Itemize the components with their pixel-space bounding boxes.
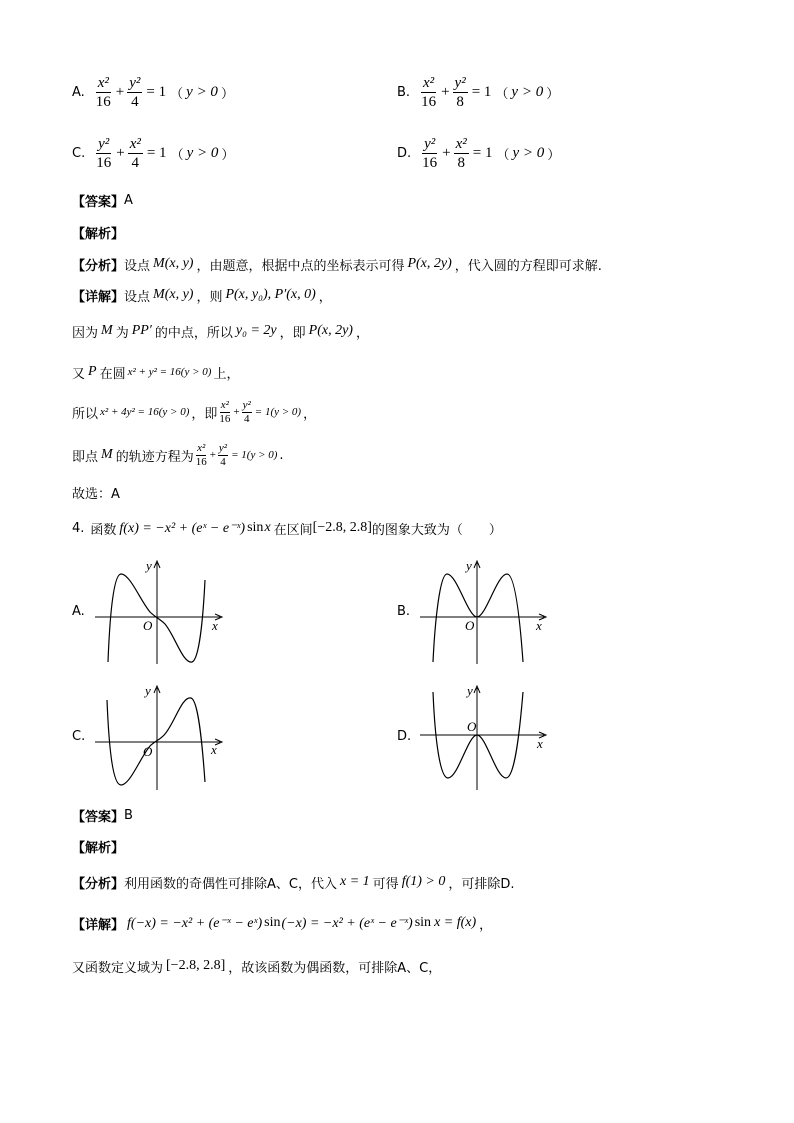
graph-a xyxy=(90,552,226,668)
math: f(−x) = −x² + (e⁻ˣ − eˣ) xyxy=(127,915,263,931)
denominator: 8 xyxy=(457,154,465,171)
graph-b xyxy=(415,552,551,668)
numerator: y² xyxy=(242,398,251,411)
denominator: 16 xyxy=(422,154,438,171)
condition: y > 0 xyxy=(186,144,219,161)
text: 在圆 xyxy=(99,366,126,382)
text: 所以 xyxy=(72,406,99,422)
graph-a-origin-label: O xyxy=(143,618,153,633)
numerator: x² xyxy=(422,74,435,91)
graph-label-b: B. xyxy=(397,604,411,619)
analysis-tag: 【解析】 xyxy=(72,226,125,242)
math-function: sin xyxy=(414,915,432,930)
fraction xyxy=(195,442,208,469)
q3-option-c xyxy=(72,133,234,173)
text: ，代入圆的方程即可求解. xyxy=(454,258,602,274)
graph-c-x-label: x xyxy=(211,742,217,757)
text: ， xyxy=(479,917,493,933)
denominator: 16 xyxy=(96,154,112,171)
text: 上， xyxy=(213,366,240,382)
answer-tag: 【答案】 xyxy=(72,194,125,210)
math: [−2.8, 2.8] xyxy=(312,520,372,535)
numerator: x² xyxy=(455,135,467,152)
numerator: y² xyxy=(218,441,228,454)
fraction xyxy=(420,135,439,172)
fraction xyxy=(218,399,231,426)
math: f(1) > 0 xyxy=(401,874,446,889)
condition: y > 0 xyxy=(511,83,544,100)
text: 在区间 xyxy=(273,522,313,538)
fraction xyxy=(454,135,469,172)
q3-analysis-heading xyxy=(72,222,124,242)
denominator: 4 xyxy=(243,412,250,425)
denominator: 16 xyxy=(219,412,231,425)
equals-one: = 1 xyxy=(471,83,492,100)
q4-analysis-heading xyxy=(72,836,124,856)
option-label: B. xyxy=(397,84,411,100)
math: x xyxy=(264,520,271,535)
xiangjie-tag: 【详解】 xyxy=(72,917,125,933)
q3-detail-line-2 xyxy=(72,321,369,341)
math: = 1(y > 0) xyxy=(254,406,302,418)
text: 即点 xyxy=(72,449,99,465)
answer-value: A xyxy=(124,192,133,208)
answer-value: B xyxy=(124,807,133,823)
math: P(x, y₀), P′(x, 0) xyxy=(225,287,316,302)
math-function: sin xyxy=(264,915,281,930)
text: ，可排除D. xyxy=(448,876,515,892)
text: 故选：A xyxy=(72,486,120,502)
graph-label-c: C. xyxy=(72,729,86,744)
equals-one: = 1 xyxy=(146,144,167,161)
text: 利用函数的奇偶性可排除A、C，代入 xyxy=(124,876,337,892)
fraction xyxy=(419,74,438,111)
numerator: x² xyxy=(97,74,109,91)
q3-detail-line-3 xyxy=(72,362,239,382)
q3-conclusion xyxy=(72,482,120,502)
math: x² + y² = 16(y > 0) xyxy=(127,366,212,378)
operator: + xyxy=(209,449,216,461)
paren-close: ） xyxy=(220,86,234,102)
math: x = f(x) xyxy=(434,915,477,930)
q4-answer-line xyxy=(72,805,133,825)
graph-b-x-label: x xyxy=(536,618,542,633)
q4-stem xyxy=(72,518,502,538)
math: y₀ = 2y xyxy=(235,323,277,338)
paren-open: （ xyxy=(170,147,184,163)
q3-detail-line-5 xyxy=(72,438,284,472)
fenxi-tag: 【分析】 xyxy=(72,876,125,892)
graph-c xyxy=(90,678,226,794)
graph-d xyxy=(415,678,551,794)
math-function: sin xyxy=(247,520,264,535)
fenxi-tag: 【分析】 xyxy=(72,258,125,274)
graph-c-curve xyxy=(107,698,205,785)
operator: + xyxy=(441,83,450,100)
q4-analysis-line xyxy=(72,872,515,892)
graph-d-origin-label: O xyxy=(467,719,477,734)
fraction xyxy=(94,135,113,172)
denominator: 4 xyxy=(220,455,226,468)
paren-open: （ xyxy=(170,86,184,102)
graph-label-a: A. xyxy=(72,604,85,619)
fraction xyxy=(218,442,228,469)
option-label: C. xyxy=(72,145,86,161)
q3-analysis-line xyxy=(72,254,602,274)
fraction xyxy=(242,399,252,426)
math: x² + 4y² = 16(y > 0) xyxy=(100,406,190,418)
fraction xyxy=(94,74,113,111)
option-label: D. xyxy=(397,145,412,161)
math: M xyxy=(101,323,113,338)
analysis-tag: 【解析】 xyxy=(72,840,125,856)
math: PP′ xyxy=(131,323,152,338)
text: 的图象大致为（ ） xyxy=(371,522,502,538)
paren-open: （ xyxy=(496,147,510,163)
denominator: 4 xyxy=(131,93,139,110)
paren-open: （ xyxy=(495,86,509,102)
text: . xyxy=(279,447,284,463)
fraction xyxy=(453,74,468,111)
numerator: x² xyxy=(129,135,141,152)
graph-c-y-label: y xyxy=(145,683,151,698)
equals-one: = 1 xyxy=(146,83,167,100)
text: ，故该函数为偶函数，可排除A、C， xyxy=(228,960,442,976)
denominator: 8 xyxy=(456,93,464,110)
q3-detail-line-4 xyxy=(72,395,316,429)
graph-d-y-label: y xyxy=(467,683,473,698)
paren-close: ） xyxy=(221,147,235,163)
graph-b-y-label: y xyxy=(466,558,472,573)
text: ， xyxy=(303,406,317,422)
text: 设点 xyxy=(124,258,151,274)
q4-detail-line-2 xyxy=(72,956,441,976)
text: 的中点，所以 xyxy=(154,325,233,341)
condition: y > 0 xyxy=(186,83,218,100)
graph-label-d: D. xyxy=(397,729,412,744)
q3-detail-line-1 xyxy=(72,285,332,305)
numerator: x² xyxy=(220,398,229,411)
operator: + xyxy=(116,144,125,161)
paren-close: ） xyxy=(546,86,560,102)
operator: + xyxy=(233,406,240,418)
operator: + xyxy=(442,144,451,161)
graph-c-origin-label: O xyxy=(143,744,153,759)
math: = 1(y > 0) xyxy=(231,449,278,461)
denominator: 16 xyxy=(421,93,437,110)
text: 可得 xyxy=(372,876,399,892)
math: M xyxy=(101,447,113,462)
q3-option-b xyxy=(397,72,559,112)
math: (−x) = −x² + (eˣ − e⁻ˣ) xyxy=(281,915,413,931)
numerator: y² xyxy=(129,74,141,91)
text: ， xyxy=(318,289,332,305)
math: P xyxy=(88,364,97,379)
q3-answer-line xyxy=(72,190,133,210)
numerator: x² xyxy=(197,441,206,454)
math: M(x, y) xyxy=(153,256,194,271)
text: 因为 xyxy=(72,325,99,341)
numerator: y² xyxy=(454,74,466,91)
question-number: 4. xyxy=(72,520,85,536)
text: 设点 xyxy=(124,289,151,305)
math: M(x, y) xyxy=(153,287,194,302)
equals-one: = 1 xyxy=(472,144,493,161)
paren-close: ） xyxy=(547,147,561,163)
math: [−2.8, 2.8] xyxy=(166,958,226,973)
math: P(x, 2y) xyxy=(308,323,353,338)
text: ， xyxy=(355,325,369,341)
condition: y > 0 xyxy=(512,144,545,161)
text: 为 xyxy=(115,325,129,341)
option-label: A. xyxy=(72,84,85,100)
graph-a-x-label: x xyxy=(212,618,218,633)
graph-b-curve xyxy=(433,574,523,662)
xiangjie-tag: 【详解】 xyxy=(72,289,125,305)
numerator: y² xyxy=(424,135,436,152)
numerator: y² xyxy=(98,135,110,152)
graph-b-origin-label: O xyxy=(465,618,475,633)
text: 函数 xyxy=(90,522,117,538)
answer-tag: 【答案】 xyxy=(72,809,125,825)
text: 又 xyxy=(72,366,86,382)
q3-option-a xyxy=(72,72,234,112)
fraction xyxy=(127,74,142,111)
text: ，由题意，根据中点的坐标表示可得 xyxy=(196,258,405,274)
text: ，即 xyxy=(191,406,218,422)
q4-detail-line-1 xyxy=(72,913,492,933)
denominator: 16 xyxy=(195,455,207,468)
graph-a-y-label: y xyxy=(146,558,152,573)
math: x = 1 xyxy=(340,874,370,889)
text: 又函数定义域为 xyxy=(72,960,164,976)
graph-d-x-label: x xyxy=(537,736,543,751)
text: ，则 xyxy=(196,289,223,305)
fraction xyxy=(128,135,143,172)
q3-option-d xyxy=(397,133,560,173)
denominator: 16 xyxy=(95,93,111,110)
math: P(x, 2y) xyxy=(407,256,452,271)
text: ，即 xyxy=(279,325,306,341)
denominator: 4 xyxy=(131,154,140,171)
operator: + xyxy=(115,83,125,100)
math: f(x) = −x² + (eˣ − e⁻ˣ) xyxy=(119,520,246,536)
text: 的轨迹方程为 xyxy=(115,449,194,465)
